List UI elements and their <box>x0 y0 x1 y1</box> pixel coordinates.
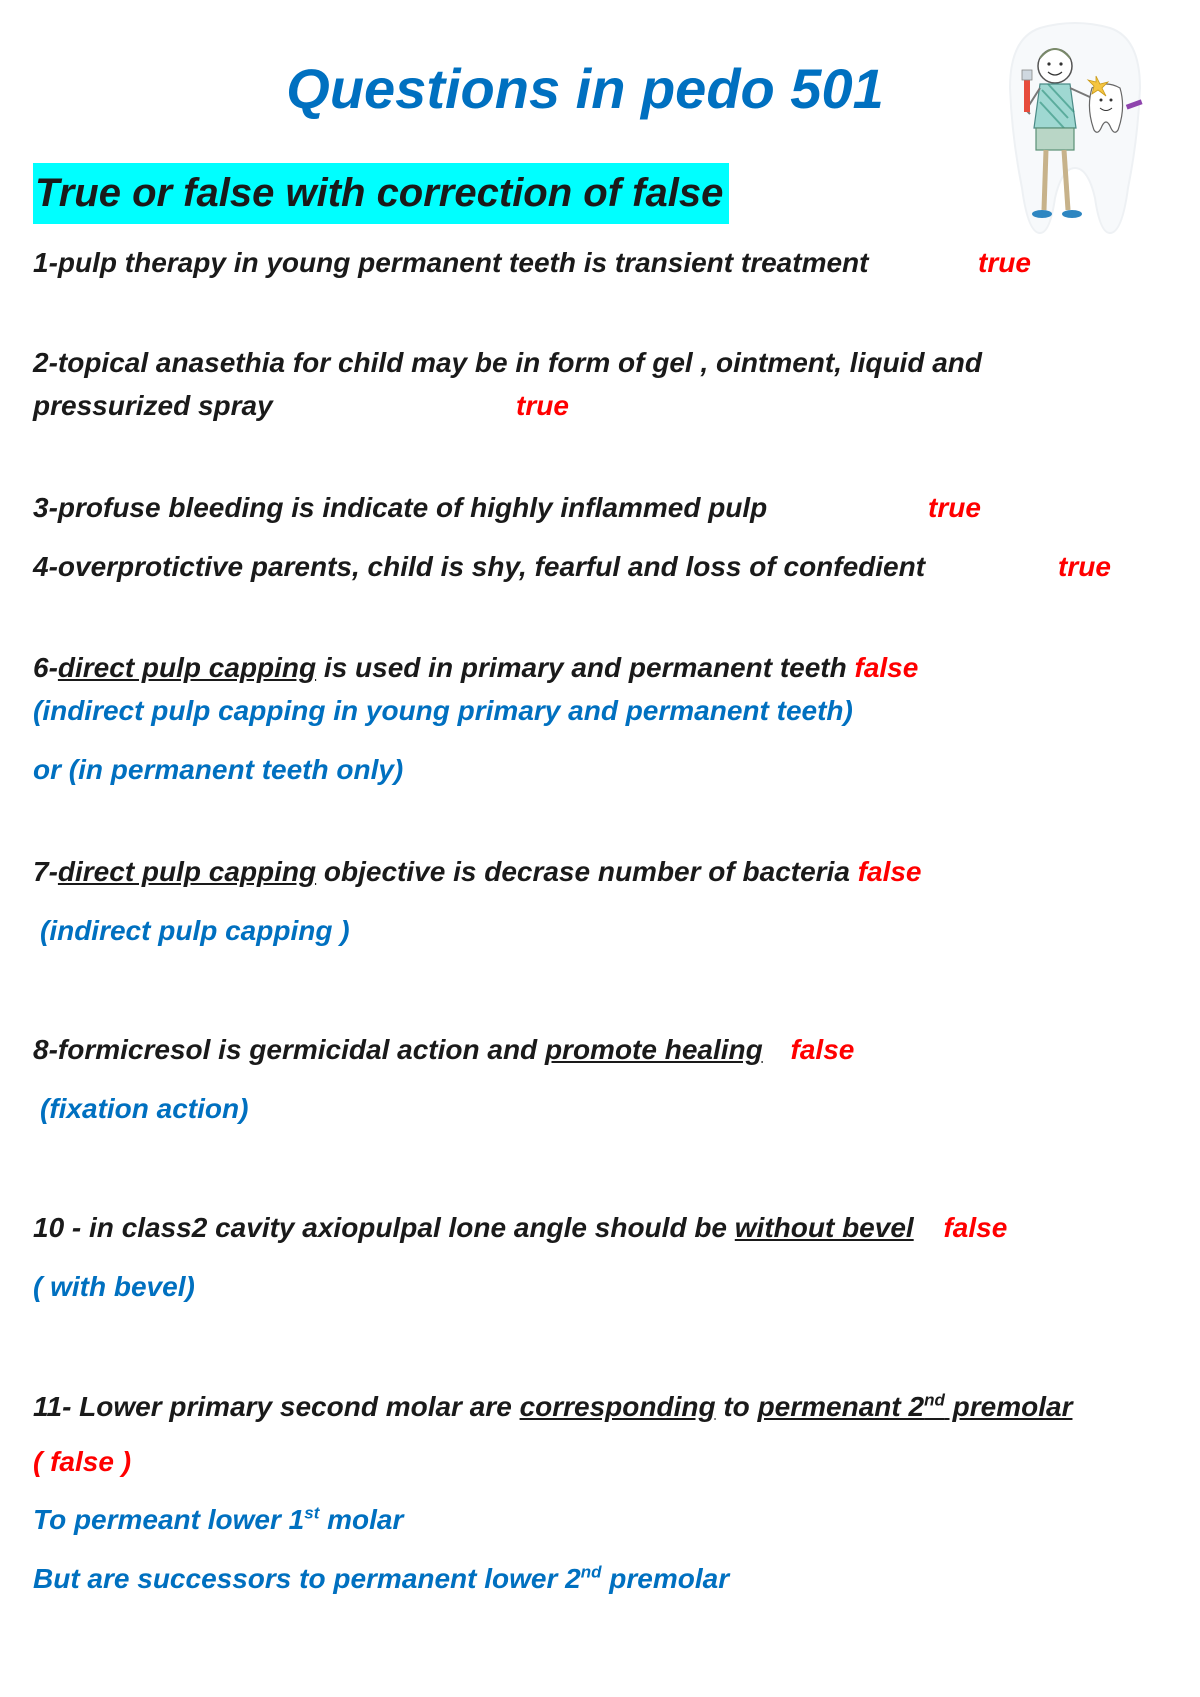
question-3-answer: true <box>928 492 981 523</box>
question-3-text: 3-profuse bleeding is indicate of highly inflammed pulp <box>33 492 768 523</box>
question-1-text: 1-pulp therapy in young permanent teeth is transient treatment <box>33 247 869 278</box>
question-2-text-line2: pressurized spray <box>33 390 273 421</box>
question-11-underlined-2 <box>758 1391 1073 1422</box>
question-8-line <box>33 1033 854 1067</box>
question-2-text-line1: 2-topical anasethia for child may be in form of gel , ointment, liquid and <box>33 347 982 378</box>
question-1-answer: true <box>978 247 1031 278</box>
child-with-toothbrush-illustration <box>1000 18 1150 243</box>
question-11-correction-1 <box>33 1503 403 1537</box>
question-7-answer: false <box>857 856 922 887</box>
question-8-prefix: 8-formicresol is germicidal action and <box>33 1034 538 1065</box>
question-8-correction: (fixation action) <box>40 1093 249 1124</box>
question-10-line <box>33 1211 1007 1245</box>
question-11-correction-2-sup: nd <box>580 1562 602 1582</box>
section-heading: True or false with correction of false <box>33 163 729 224</box>
question-7-prefix: 7- <box>33 856 58 887</box>
question-6-correction-1: (indirect pulp capping in young primary and permanent teeth) <box>33 695 853 726</box>
question-7-rest: objective is decrase number of bacteria <box>316 856 850 887</box>
question-7-line <box>33 855 922 889</box>
question-11-underlined-2-b: premolar <box>944 1391 1073 1422</box>
question-10-correction: ( with bevel) <box>33 1271 195 1302</box>
question-11-correction-1-a: To permeant lower 1 <box>33 1504 305 1535</box>
question-10-answer: false <box>943 1212 1008 1243</box>
question-10-prefix: 10 - in class2 cavity axiopulpal lone angle should be <box>33 1212 727 1243</box>
question-6-line <box>33 651 918 685</box>
question-7-correction: (indirect pulp capping ) <box>40 915 350 946</box>
question-8-underlined: promote healing <box>544 1034 763 1065</box>
question-11-line <box>33 1390 1072 1424</box>
question-6-correction-2: or (in permanent teeth only) <box>33 754 404 785</box>
question-11-correction-1-sup: st <box>304 1503 320 1523</box>
question-6-answer: false <box>854 652 919 683</box>
question-7-underlined: direct pulp capping <box>57 856 317 887</box>
question-11-correction-1-b: molar <box>319 1504 404 1535</box>
question-11-underlined-2-a: permenant 2 <box>757 1391 925 1422</box>
question-6-prefix: 6- <box>33 652 58 683</box>
question-11-correction-2 <box>33 1562 729 1596</box>
page-title: Questions in pedo 501 <box>286 57 884 120</box>
question-6-underlined: direct pulp capping <box>57 652 317 683</box>
question-11-prefix: 11- Lower primary second molar are <box>33 1391 512 1422</box>
question-8-answer: false <box>790 1034 855 1065</box>
question-6-rest: is used in primary and permanent teeth <box>316 652 847 683</box>
question-11-correction-2-a: But are successors to permanent lower 2 <box>33 1563 581 1594</box>
question-4-answer: true <box>1058 551 1111 582</box>
question-10-underlined: without bevel <box>734 1212 914 1243</box>
question-11-underlined-2-sup: nd <box>924 1390 945 1410</box>
question-11-middle: to <box>723 1391 750 1422</box>
question-11-underlined-1: corresponding <box>519 1391 716 1422</box>
child-with-toothbrush-icon <box>1000 18 1150 243</box>
question-2-answer: true <box>516 390 569 421</box>
question-11-answer: ( false ) <box>33 1446 132 1477</box>
question-11-correction-2-b: premolar <box>601 1563 730 1594</box>
question-4-text: 4-overprotictive parents, child is shy, fearful and loss of confedient <box>33 551 926 582</box>
